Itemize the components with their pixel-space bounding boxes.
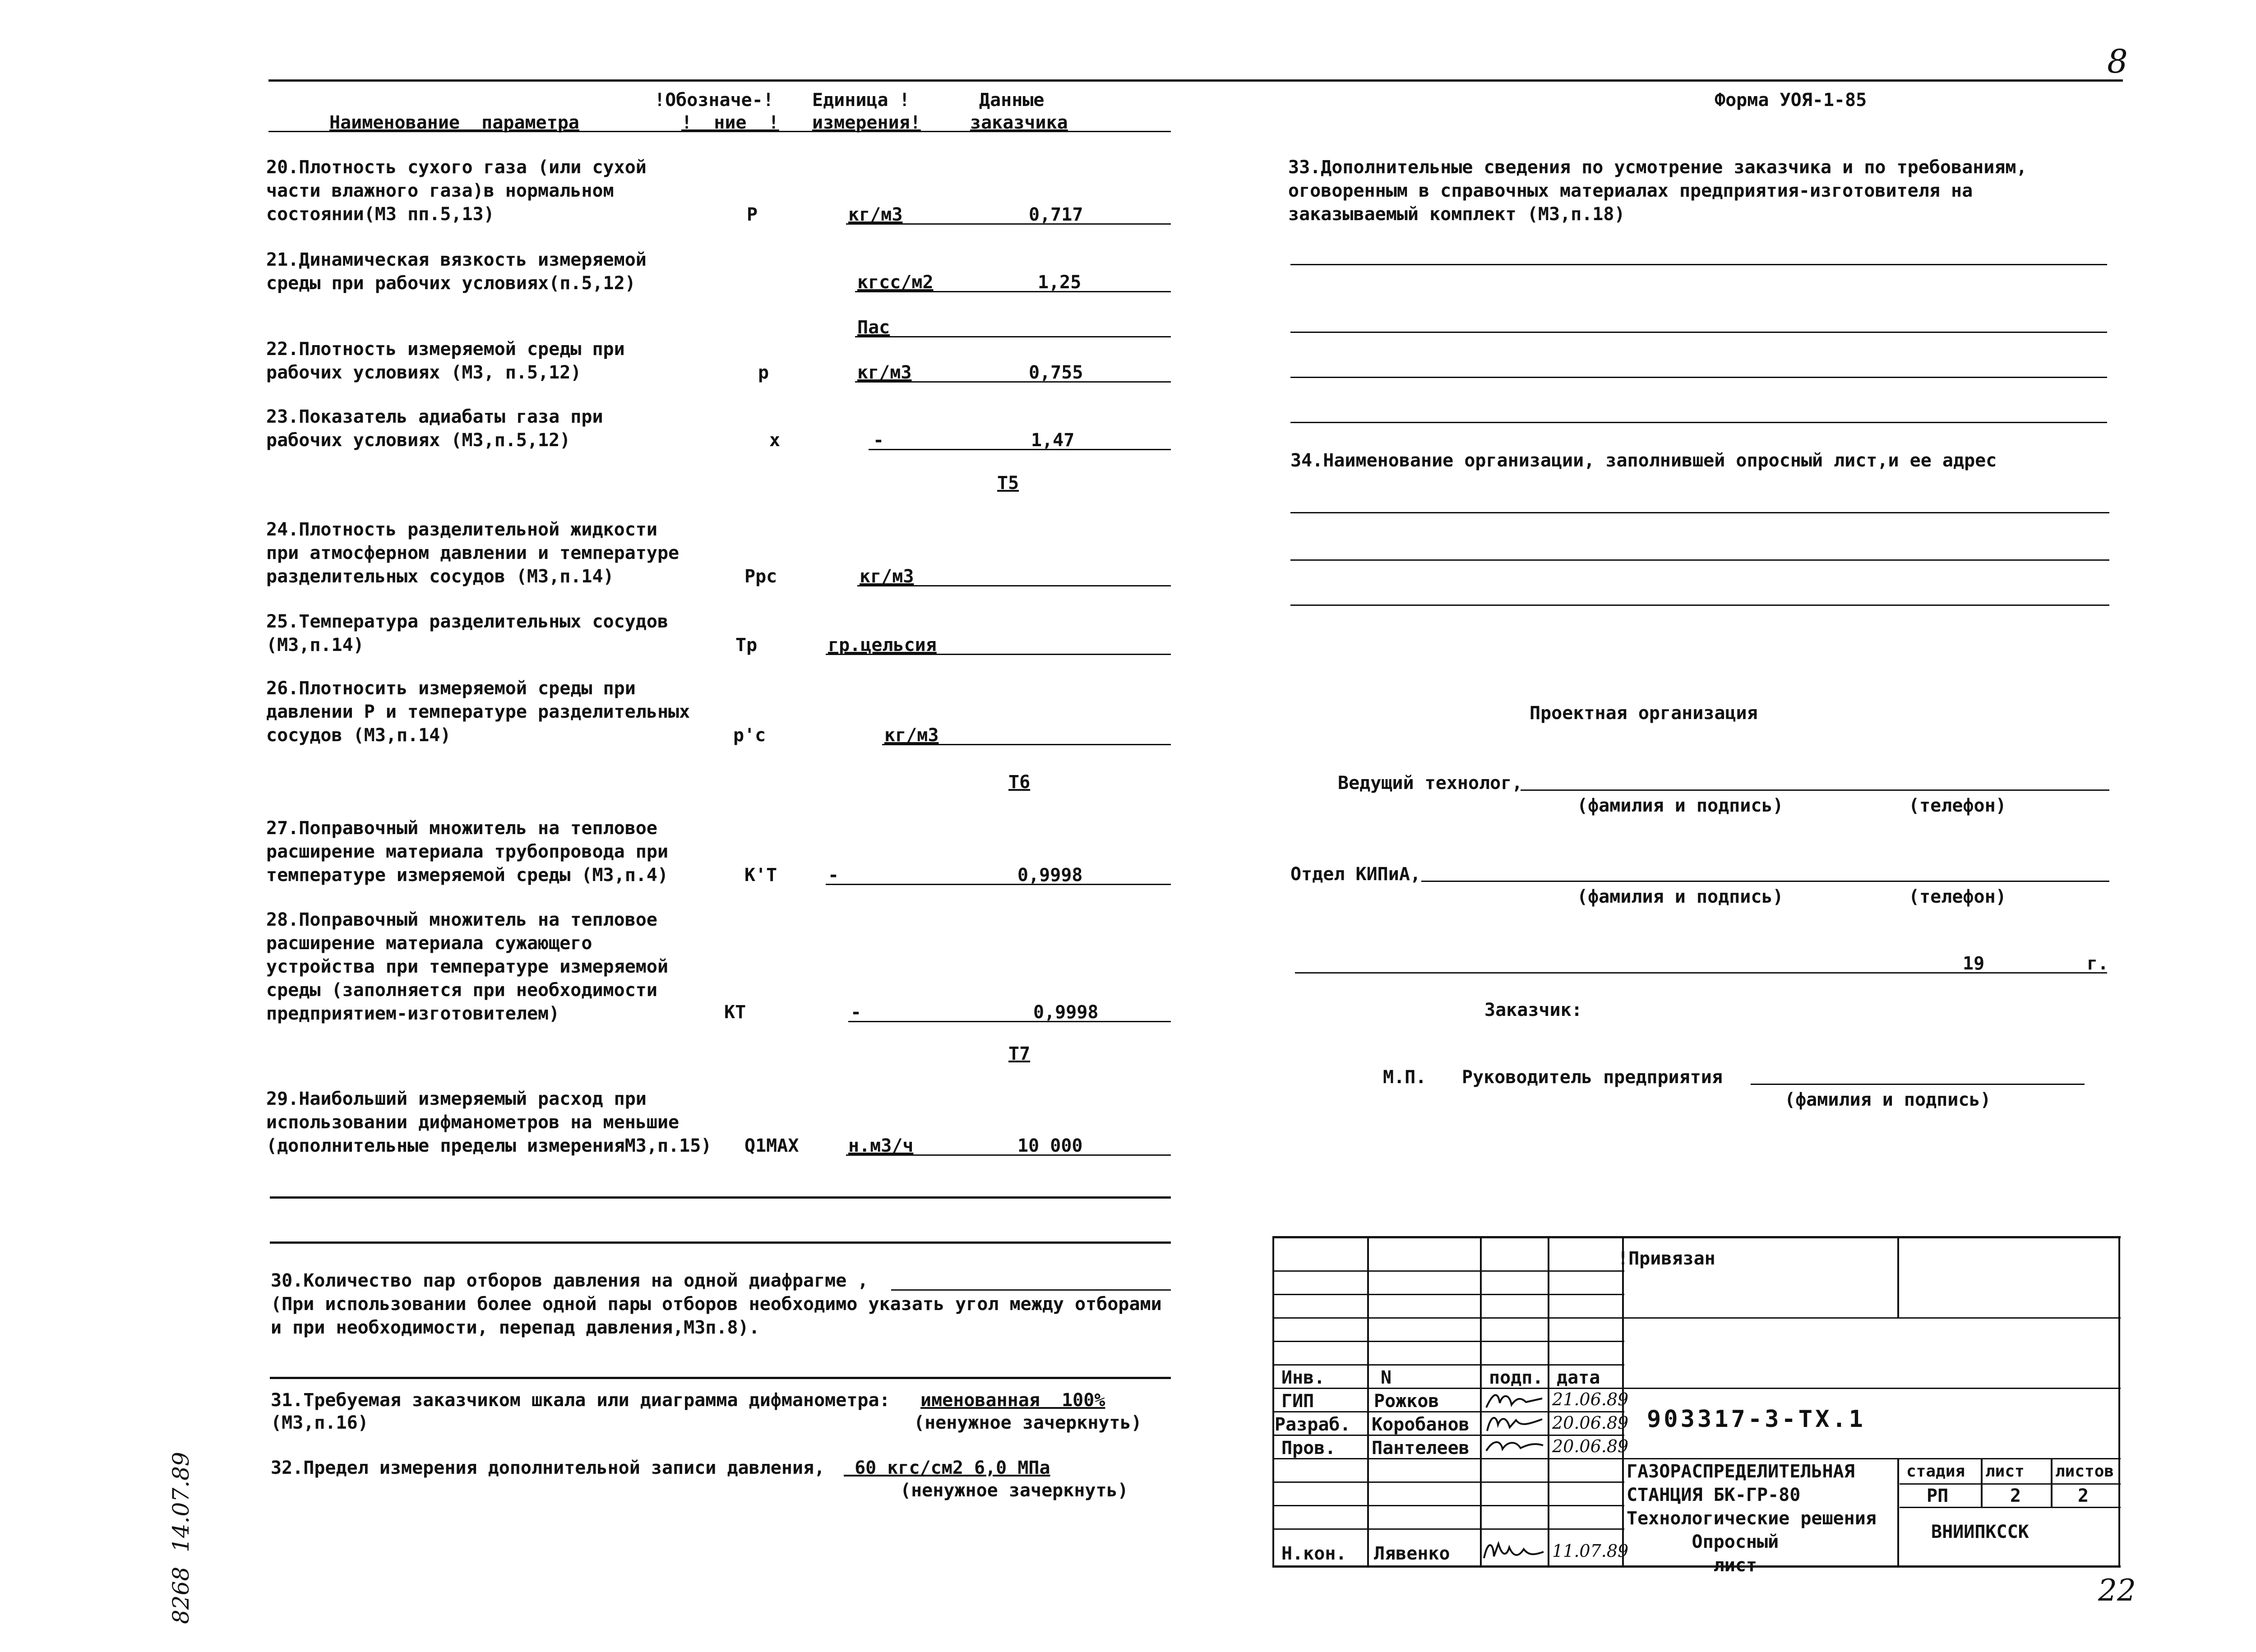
item-22-label: 22.Плотность измеряемой среды при рабочих условиях (МЗ, п.5,12) (266, 339, 625, 383)
header-symbol-2: ! ние ! (681, 112, 779, 133)
item-33-line-1 (1290, 264, 2107, 265)
director-line (1751, 1084, 2085, 1085)
item-34-line-2 (1290, 559, 2109, 561)
stamp-doc-code: 903317-3-ТХ.1 (1647, 1406, 1866, 1433)
stamp-place-label: М.П. (1383, 1067, 1427, 1088)
stamp-date-head: дата (1557, 1367, 1600, 1388)
item-21-value: 1,25 (1038, 272, 1082, 293)
stamp-date-developer: 20.06.89 (1552, 1413, 1629, 1433)
margin-archive-note: 8268 14.07.89 (168, 1452, 194, 1624)
stamp-date-gip: 21.06.89 (1552, 1389, 1629, 1409)
item-29-blank-line-1 (270, 1196, 1171, 1199)
kip-fio-caption: (фамилия и подпись) (1577, 886, 1784, 907)
item-34-line-3 (1290, 605, 2109, 606)
header-symbol-1: !Обозначе-! (654, 90, 774, 111)
director-sign-caption: (фамилия и подпись) (1784, 1089, 1991, 1110)
stamp-inv-label: Инв. (1281, 1367, 1325, 1388)
page-number: 22 (2098, 1573, 2136, 1608)
item-33-line-4 (1290, 422, 2107, 423)
kip-dept-line (1421, 881, 2109, 882)
header-name: Наименование параметра (329, 112, 579, 133)
item-33-line-3 (1290, 377, 2107, 378)
item-27-symbol: K'T (744, 865, 777, 886)
item-20-symbol: P (747, 204, 758, 225)
stamp-inv-n: N (1381, 1367, 1392, 1388)
stamp-role-gip: ГИП (1281, 1391, 1314, 1412)
item-20-value: 0,717 (1029, 204, 1083, 225)
stamp-sign-head: подп. (1489, 1367, 1544, 1388)
item-32-value: 60 кгс/см2 6,0 МПа (844, 1458, 1050, 1478)
header-unit-2: измерения! (812, 112, 921, 133)
item-20-label: 20.Плотность сухого газа (или сухой части влажного газа)в нормальном состоянии(МЗ пп.5,13) (266, 157, 647, 225)
header-data-1: Данные (979, 90, 1045, 111)
lead-tech-phone-caption: (телефон) (1909, 795, 2006, 816)
item-23-unit: - (873, 430, 884, 451)
item-32-note: (ненужное зачеркнуть) (900, 1480, 1128, 1501)
item-27-unit: - (828, 865, 839, 886)
item-33-line-2 (1290, 332, 2107, 333)
form-code: Форма УОЯ-1-85 (1715, 90, 1867, 111)
stamp-date-checker: 20.06.89 (1552, 1436, 1629, 1456)
item-31-value: именованная 100% (920, 1390, 1105, 1411)
item-28-line (848, 1021, 1171, 1022)
stamp-name-normcontrol: Лявенко (1374, 1543, 1450, 1564)
stamp-stage-head: стадия (1906, 1462, 1965, 1481)
stamp-name-gip: Рожков (1374, 1391, 1439, 1412)
kip-dept-label: Отдел КИПиА, (1290, 864, 1421, 885)
signature-checker (1484, 1435, 1545, 1456)
stamp-sheet-head: лист (1985, 1462, 2025, 1481)
item-21-line2 (855, 336, 1171, 337)
item-25-label: 25.Температура разделительных сосудов (МЗ,п.14) (266, 611, 669, 655)
kip-phone-caption: (телефон) (1909, 886, 2006, 907)
header-data-2: заказчика (970, 112, 1068, 133)
item-33-text: 33.Дополнительные сведения по усмотрение заказчика и по требованиям, оговоренным в справочных материалах предприятия-изготовителя на заказываемый комплект (МЗ,п.18) (1288, 157, 2027, 225)
item-20-unit: кг/м3 (848, 204, 903, 225)
item-31-ref: (МЗ,п.16) (271, 1412, 369, 1433)
item-25-line (826, 654, 1171, 655)
item-29-label: 29.Наибольший измеряемый расход при использовании дифманометров на меньшие (дополнительные пределы измеренияМЗ,п.15) (266, 1089, 712, 1156)
item-29-line (846, 1154, 1171, 1156)
item-27-label: 27.Поправочный множитель на тепловое расширение материала трубопровода при температуре измеряемой среды (МЗ,п.4) (266, 818, 669, 886)
item-31-note: (ненужное зачеркнуть) (914, 1412, 1142, 1433)
section-mark-t5: T5 (997, 473, 1019, 494)
item-21-unit: кгсс/м2 (857, 272, 934, 293)
item-23-label: 23.Показатель адиабаты газа при рабочих условиях (МЗ,п.5,12) (266, 406, 603, 451)
item-22-value: 0,755 (1029, 362, 1083, 383)
header-unit-1: Единица ! (812, 90, 910, 111)
item-28-label: 28.Поправочный множитель на тепловое расширение материала сужающего устройства при температуре измеряемой среды (заполняется при необходимости предприятием-изготовителем) (266, 909, 669, 1024)
item-29-blank-line-2 (270, 1241, 1171, 1244)
customer-label: Заказчик: (1484, 1000, 1582, 1020)
item-28-unit: - (851, 1002, 862, 1023)
stamp-role-normcontrol: Н.кон. (1281, 1543, 1347, 1564)
item-34-text: 34.Наименование организации, заполнившей опросный лист,и ее адрес (1290, 450, 1997, 471)
item-25-symbol: Tp (735, 635, 758, 655)
item-34-line-1 (1290, 512, 2109, 513)
item-21-line (855, 291, 1171, 292)
director-label: Руководитель предприятия (1462, 1067, 1723, 1088)
item-21-label: 21.Динамическая вязкость измеряемой среды при рабочих условиях(п.5,12) (266, 249, 647, 294)
sheet-corner-number: 8 (2107, 42, 2128, 80)
stamp-date-normcontrol: 11.07.89 (1552, 1541, 1629, 1561)
item-29-unit: н.м3/ч (848, 1135, 914, 1156)
stamp-name-developer: Коробанов (1372, 1414, 1470, 1435)
item-29-value: 10 000 (1017, 1135, 1083, 1156)
item-20-line (846, 223, 1171, 225)
stamp-sheets-head: листов (2055, 1462, 2114, 1481)
item-24-label: 24.Плотность разделительной жидкости при атмосферном давлении и температуре разделительных сосудов (МЗ,п.14) (266, 519, 680, 587)
year-suffix: г. (2087, 953, 2109, 974)
header-rule (268, 131, 1171, 132)
item-31-text: 31.Требуемая заказчиком шкала или диаграмма дифманометра: (271, 1390, 890, 1411)
item-27-value: 0,9998 (1017, 865, 1083, 886)
item-29-symbol: Q1MAX (744, 1135, 799, 1156)
item-21-unit2: Пас (857, 317, 890, 338)
signature-developer (1484, 1411, 1545, 1434)
stamp-stage: РП (1927, 1486, 1949, 1506)
item-24-line (857, 585, 1171, 586)
signature-gip (1484, 1389, 1545, 1411)
stamp-privyazan: !Привязан (1618, 1248, 1715, 1269)
top-rule (268, 79, 2123, 82)
item-26-unit: кг/м3 (884, 725, 939, 746)
item-27-line (826, 884, 1171, 885)
year-prefix: 19 (1963, 953, 1985, 974)
date-line (1295, 972, 2107, 974)
stamp-role-checker: Пров. (1281, 1438, 1336, 1458)
item-32-text: 32.Предел измерения дополнительной записи давления, (271, 1458, 825, 1478)
stamp-sheet: 2 (2010, 1486, 2021, 1506)
section-mark-t6: T6 (1008, 772, 1031, 793)
item-25-unit: гр.цельсия (828, 635, 937, 655)
stamp-org: ВНИИПКССК (1931, 1522, 2029, 1542)
item-28-value: 0,9998 (1033, 1002, 1099, 1023)
stamp-sheets: 2 (2078, 1486, 2089, 1506)
item-23-value: 1,47 (1031, 430, 1075, 451)
item-24-unit: кг/м3 (860, 566, 914, 587)
item-30-answer-line (891, 1289, 1171, 1291)
lead-tech-label: Ведущий технолог, (1338, 773, 1523, 794)
item-26-symbol: p'c (733, 725, 766, 746)
signature-normcontrol (1482, 1538, 1545, 1564)
item-22-line (855, 381, 1171, 383)
item-26-label: 26.Плотносить измеряемой среды при давлении Р и температуре разделительных сосудов (МЗ,п.14) (266, 678, 690, 746)
stamp-title: ГАЗОРАСПРЕДЕЛИТЕЛЬНАЯ СТАНЦИЯ БК-ГР-80 Технологические решения Опросный лист (1627, 1461, 1877, 1576)
item-28-symbol: KT (724, 1002, 746, 1023)
item-22-symbol: р (758, 362, 769, 383)
item-30-text: 30.Количество пар отборов давления на одной диафрагме , (При использовании более одной пары отборов необходимо указать угол между отборами и при необходимости, перепад давления,МЗп.8). (271, 1270, 1162, 1338)
item-30-blank-line (270, 1377, 1171, 1379)
design-org-heading: Проектная организация (1530, 703, 1758, 724)
stamp-name-checker: Пантелеев (1372, 1438, 1470, 1458)
item-23-symbol: x (769, 430, 781, 451)
lead-tech-line (1521, 789, 2109, 791)
section-mark-t7: T7 (1008, 1043, 1031, 1064)
stamp-role-developer: Разраб. (1275, 1414, 1351, 1435)
item-22-unit: кг/м3 (857, 362, 912, 383)
lead-tech-fio-caption: (фамилия и подпись) (1577, 795, 1784, 816)
item-23-line (869, 449, 1171, 450)
item-24-symbol: Ppc (744, 566, 777, 587)
item-26-line (882, 744, 1171, 745)
